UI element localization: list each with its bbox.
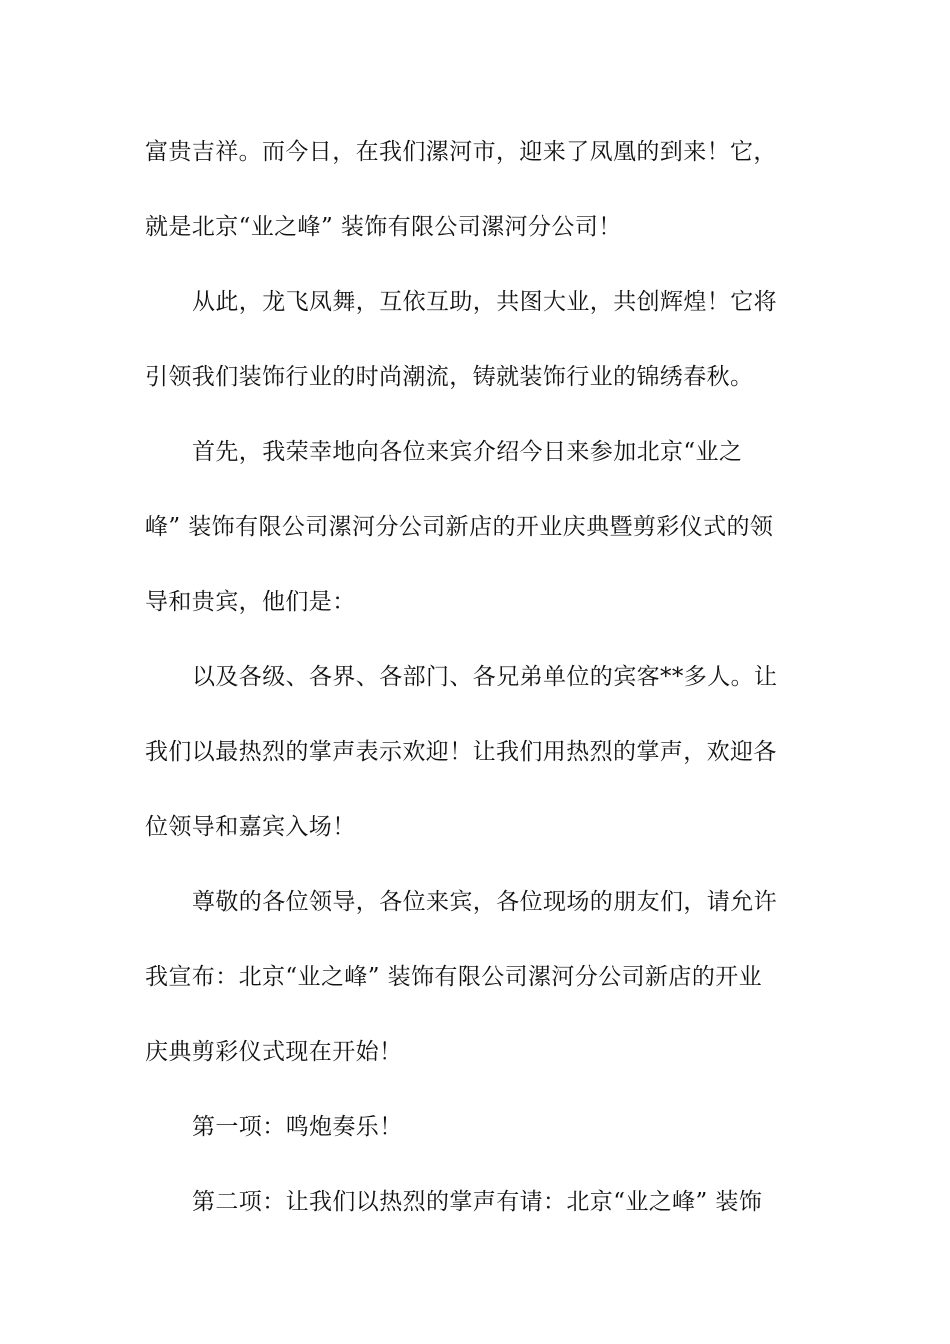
paragraph-start-line: 第二项：让我们以热烈的掌声有请：北京“业之峰” 装饰: [192, 1189, 763, 1215]
text-line: 位领导和嘉宾入场！: [145, 814, 356, 840]
text-line: 我宣布：北京“业之峰” 装饰有限公司漯河分公司新店的开业: [145, 964, 763, 990]
text-line: 导和贵宾，他们是：: [145, 589, 356, 615]
paragraph-start-line: 第一项：鸣炮奏乐！: [192, 1114, 403, 1140]
text-line: 富贵吉祥。而今日，在我们漯河市，迎来了凤凰的到来！它，: [145, 139, 777, 165]
paragraph-start-line: 尊敬的各位领导，各位来宾，各位现场的朋友们，请允许: [192, 889, 777, 915]
text-line: 我们以最热烈的掌声表示欢迎！让我们用热烈的掌声，欢迎各: [145, 739, 777, 765]
text-line: 庆典剪彩仪式现在开始！: [145, 1039, 403, 1065]
paragraph-start-line: 从此，龙飞凤舞，互依互助，共图大业，共创辉煌！它将: [192, 289, 777, 315]
text-line: 就是北京“业之峰” 装饰有限公司漯河分公司！: [145, 214, 622, 240]
text-line: 引领我们装饰行业的时尚潮流，铸就装饰行业的锦绣春秋。: [145, 364, 754, 390]
text-line: 峰” 装饰有限公司漯河分公司新店的开业庆典暨剪彩仪式的领: [145, 514, 774, 540]
paragraph-start-line: 首先，我荣幸地向各位来宾介绍今日来参加北京“业之: [192, 439, 743, 465]
paragraph-start-line: 以及各级、各界、各部门、各兄弟单位的宾客**多人。让: [192, 664, 778, 690]
